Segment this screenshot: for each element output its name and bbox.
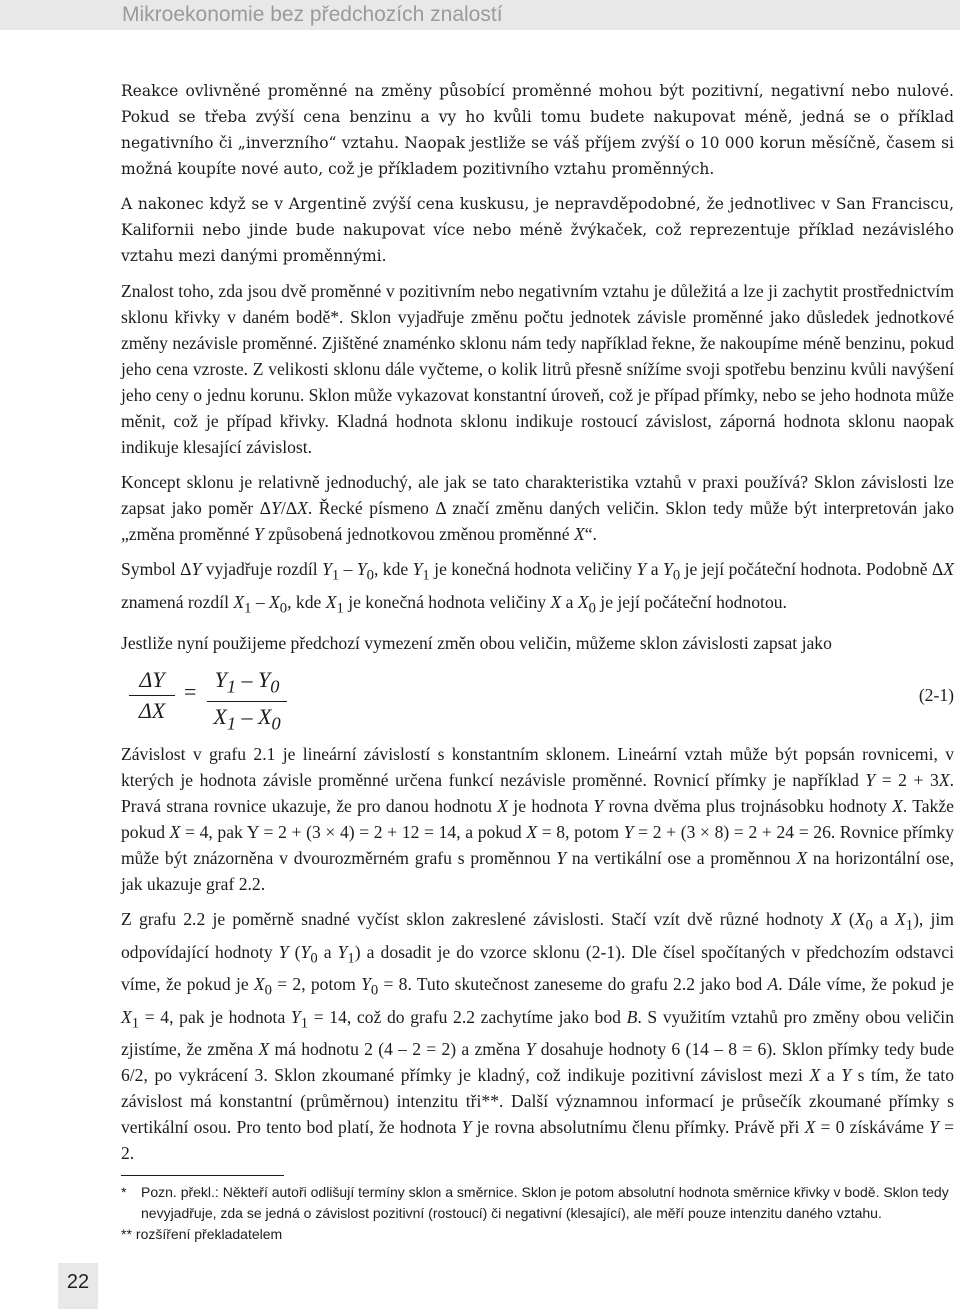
footnotes (121, 1182, 954, 1245)
footnote (121, 1182, 954, 1224)
page-number: 22 (66, 1271, 90, 1293)
paragraph: Z grafu 2.2 je poměrně snadné vyčíst sklon zakreslené závislosti. Stačí vzít dvě různé hodnoty X ($X_0$ a $X_1$), jim odpovídající hodnoty Y ($Y_0$ a $Y_1$) a dosadit je do vzorce sklonu (2-1). Dle čísel spočítaných v předchozím odstavci víme, že pokud je $X_0 = 2$, potom $Y_0 = 8$. Tuto skutečnost zaneseme do grafu 2.2 jako bod A. Dále víme, že pokud je $X_1 = 4$, pak je hodnota $Y_1 = 14$, což do grafu 2.2 zachytíme jako bod B. S využitím vztahů pro změny obou veličin zjistíme, že změna X má hodnotu 2 (4 – 2 = 2) a změna Y dosahuje hodnoty 6 (14 – 8 = 6). Sklon přímky tedy bude 6/2, po vykrácení 3. Sklon zkoumané přímky je kladný, což indikuje pozitivní závislost mezi X a Y s tím, že tato závislost má konstantní (průměrnou) intenzitu tři**. Další významnou informací je průsečík zkoumané přímky s vertikální osou. Pro tento bod platí, že hodnota Y je rovna absolutnímu členu přímky. Právě při X = 0 získáváme Y = 2. (121, 909, 955, 1164)
paragraph: A nakonec když se v Argentině zvýší cena kuskusu, je nepravděpodobné, že jednotlivec v San Franciscu, Kalifornii nebo jinde bude nakupovat více nebo méně žvýkaček, což reprezentuje příklad nezávislého vztahu mezi danými proměnnými. (121, 195, 954, 265)
equation-lhs-denominator: ΔX (129, 695, 175, 726)
footnote-divider (121, 1175, 284, 1176)
footnote-text: Pozn. překl.: Někteří autoři odlišují termíny sklon a směrnice. Sklon je potom absolutní hodnota směrnice křivky v bodě. Sklon tedy nevyjadřuje, zda se jedná o závislost pozitivní (rostoucí) či negativní (klesající), ale měří pouze intenzitu daného vztahu. (141, 1184, 949, 1221)
paragraph: Reakce ovlivněné proměnné na změny působící proměnné mohou být pozitivní, negativní nebo nulové. Pokud se třeba zvýší cena benzinu a vy ho kvůli tomu budete nakupovat méně, jedná se o příklad negativního či „inverzního“ vztahu. Naopak jestliže se váš příjem zvýší o 10 000 korun měsíčně, časem si možná koupíte nové auto, což je příkladem pozitivního vztahu proměnných. (121, 82, 954, 178)
equation-lhs-fraction (129, 665, 175, 726)
footnote (121, 1224, 954, 1245)
equation-rhs-denominator: $X_1 - X_0$ (207, 701, 287, 738)
equation-rhs-numerator: $Y_1 - Y_0$ (214, 667, 280, 697)
paragraph: Znalost toho, zda jsou dvě proměnné v pozitivním nebo negativním vztahu je důležitá a lze ji zachytit prostřednictvím sklonu křivky v daném bodě*. Sklon vyjadřuje změnu počtu jednotek závisle proměnné jako důsledek jednotkové změny nezávisle proměnné. Zjištěné znaménko sklonu nám tedy například řekne, že nakoupíme méně benzinu, pokud jeho cena vzroste. Z velikosti sklonu dále vyčteme, o kolik litrů přesně snížíme svoji spotřebu benzinu kvůli navýšení jeho ceny o jednu korunu. Sklon může vykazovat konstantní úroveň, což je případ přímky, nebo se jeho hodnota může měnit, což je případ křivky. Kladná hodnota sklonu indikuje rostoucí závislost, záporná hodnota sklonu naopak indikuje klesající závislost. (121, 281, 954, 457)
paragraph: Závislost v grafu 2.1 je lineární závislostí s konstantním sklonem. Lineární vztah může být popsán rovnicemi, v kterých je hodnota závisle proměnné určena funkcí nezávisle proměnné. Rovnicí přímky je například Y = 2 + 3X. Pravá strana rovnice ukazuje, že pro danou hodnotu X je hodnota Y rovna dvěma plus trojnásobku hodnoty X. Takže pokud X = 4, pak Y = 2 + (3 × 4) = 2 + 12 = 14, a pokud X = 8, potom Y = 2 + (3 × 8) = 2 + 24 = 26. Rovnice přímky může být znázorněna v dvourozměrném grafu s proměnnou Y na vertikální ose a proměnnou X na horizontální ose, jak ukazuje graf 2.2. (121, 744, 954, 895)
page-number-box (58, 1263, 98, 1309)
paragraph: Koncept sklonu je relativně jednoduchý, ale jak se tato charakteristika vztahů v praxi používá? Sklon závislosti lze zapsat jako poměr ΔY/ΔX. Řecké písmeno Δ značí změnu daných veličin. Sklon tedy může být interpretován jako „změna proměnné Y způsobená jednotkovou změnou proměnné X“. (121, 472, 954, 544)
slope-equation (121, 665, 954, 734)
equation-number: (2-1) (918, 685, 954, 706)
equation-lhs-numerator: ΔY (139, 667, 165, 693)
equals-sign: = (184, 679, 197, 705)
running-header-title: Mikroekonomie bez předchozích znalostí (122, 3, 503, 26)
footnote-text: rozšíření překladatelem (135, 1226, 283, 1242)
footnote-mark: ** (121, 1226, 132, 1242)
paragraph: Symbol ΔY vyjadřuje rozdíl $Y_1 - Y_0$, kde $Y_1$ je konečná hodnota veličiny Y a $Y_0$ je její počáteční hodnota. Podobně ΔX znamená rozdíl $X_1 - X_0$, kde $X_1$ je konečná hodnota veličiny X a $X_0$ je její počáteční hodnotou. (121, 559, 954, 617)
body-text (121, 78, 954, 1175)
running-header (0, 0, 960, 30)
paragraph: Jestliže nyní použijeme předchozí vymezení změn obou veličin, můžeme sklon závislosti zapsat jako (121, 633, 832, 654)
equation-rhs-fraction (207, 665, 287, 739)
footnote-mark: * (121, 1184, 127, 1200)
